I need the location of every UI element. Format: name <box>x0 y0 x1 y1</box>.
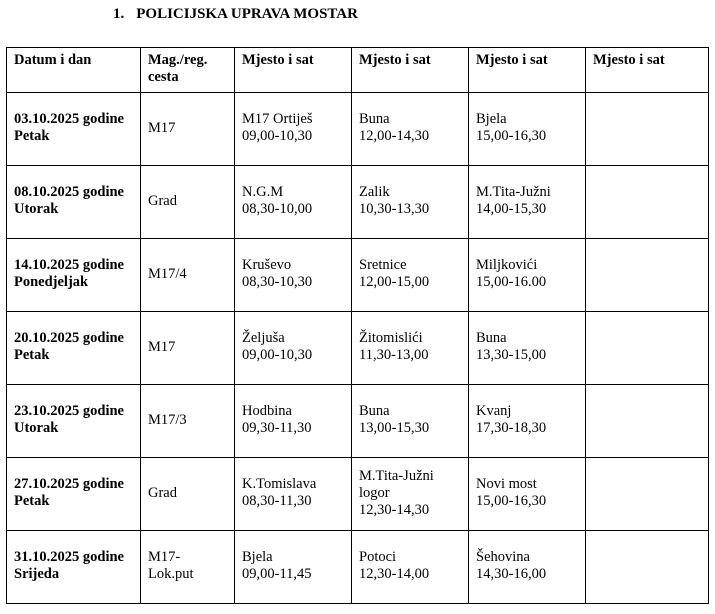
place-cell-3 <box>469 93 586 166</box>
place-text: Kruševo <box>242 257 292 273</box>
place-cell-4 <box>586 458 709 531</box>
date-text: 08.10.2025 godine <box>14 184 124 200</box>
place-text: Miljkovići <box>476 257 538 273</box>
table-row <box>7 93 709 166</box>
road-text: Lok.put <box>148 566 194 582</box>
place-text: Bjela <box>242 549 273 565</box>
date-cell <box>7 239 141 312</box>
place-text: Buna <box>359 403 390 419</box>
header-place-3: Mjesto i sat <box>469 48 586 93</box>
place-text: Zalik <box>359 184 390 200</box>
date-cell <box>7 312 141 385</box>
place-cell-3 <box>469 239 586 312</box>
date-cell <box>7 93 141 166</box>
place-text: N.G.M <box>242 184 284 200</box>
table-row <box>7 385 709 458</box>
place-text: Novi most <box>476 476 537 492</box>
place-text: Hodbina <box>242 403 292 419</box>
place-cell-4 <box>586 312 709 385</box>
place-cell-2 <box>352 531 469 604</box>
road-cell <box>141 93 235 166</box>
date-text: 03.10.2025 godine <box>14 111 124 127</box>
day-text: Petak <box>14 493 50 509</box>
time-text: 11,30-13,00 <box>359 347 429 363</box>
place-cell-1 <box>235 93 352 166</box>
day-text: Petak <box>14 128 50 144</box>
date-cell <box>7 458 141 531</box>
time-text: 14,00-15,30 <box>476 201 547 217</box>
date-text: 27.10.2025 godine <box>14 476 124 492</box>
place-cell-1 <box>235 312 352 385</box>
time-text: 09,00-11,45 <box>242 566 312 582</box>
place-cell-1 <box>235 531 352 604</box>
road-text: M17 <box>148 338 176 355</box>
road-cell <box>141 385 235 458</box>
time-text: 12,00-14,30 <box>359 128 430 144</box>
place-cell-1 <box>235 385 352 458</box>
day-text: Srijeda <box>14 566 60 582</box>
day-text: Ponedjeljak <box>14 274 89 290</box>
day-text: Utorak <box>14 420 59 436</box>
place-cell-3 <box>469 312 586 385</box>
place-cell-4 <box>586 385 709 458</box>
place-text: Kvanj <box>476 403 512 419</box>
schedule-table <box>6 47 709 604</box>
table-row <box>7 312 709 385</box>
date-cell <box>7 385 141 458</box>
road-cell <box>141 166 235 239</box>
heading-title: POLICIJSKA UPRAVA MOSTAR <box>136 6 358 22</box>
header-road: Mag./reg. cesta <box>141 48 235 93</box>
place-cell-1 <box>235 166 352 239</box>
header-date: Datum i dan <box>7 48 141 93</box>
day-text: Petak <box>14 347 50 363</box>
day-text: Utorak <box>14 201 59 217</box>
place-cell-4 <box>586 239 709 312</box>
road-cell <box>141 458 235 531</box>
date-text: 31.10.2025 godine <box>14 549 124 565</box>
place-cell-2 <box>352 385 469 458</box>
table-row <box>7 166 709 239</box>
time-text: 15,00-16.00 <box>476 274 547 290</box>
time-text: 14,30-16,00 <box>476 566 547 582</box>
time-text: 09,00-10,30 <box>242 128 313 144</box>
time-text: 08,30-10,00 <box>242 201 313 217</box>
place-cell-1 <box>235 239 352 312</box>
place-text: Buna <box>359 111 390 127</box>
date-cell <box>7 531 141 604</box>
place-cell-2 <box>352 312 469 385</box>
place-text: Šehovina <box>476 549 530 565</box>
time-text: 08,30-11,30 <box>242 493 312 509</box>
place-cell-4 <box>586 166 709 239</box>
road-text: M17- <box>148 549 181 565</box>
schedule-body <box>7 93 709 604</box>
place-cell-2 <box>352 93 469 166</box>
time-text: 17,30-18,30 <box>476 420 547 436</box>
place-cell-1 <box>235 458 352 531</box>
time-text: 09,30-11,30 <box>242 420 312 436</box>
date-text: 23.10.2025 godine <box>14 403 124 419</box>
time-text: 13,00-15,30 <box>359 420 430 436</box>
table-row <box>7 458 709 531</box>
date-text: 14.10.2025 godine <box>14 257 124 273</box>
road-cell <box>141 531 235 604</box>
header-place-1: Mjesto i sat <box>235 48 352 93</box>
road-text: Grad <box>148 192 177 209</box>
time-text: 15,00-16,30 <box>476 128 547 144</box>
place-cell-3 <box>469 458 586 531</box>
time-text: 13,30-15,00 <box>476 347 547 363</box>
time-text: 12,30-14,00 <box>359 566 430 582</box>
place-text: M.Tita-Južni <box>359 467 434 484</box>
time-text: 08,30-10,30 <box>242 274 313 290</box>
table-row <box>7 239 709 312</box>
table-row <box>7 531 709 604</box>
table-header-row <box>7 48 709 93</box>
road-text: M17 <box>148 119 176 136</box>
road-cell <box>141 239 235 312</box>
place-text: Željuša <box>242 330 285 346</box>
place-text: M17 Ortiješ <box>242 111 313 127</box>
date-cell <box>7 166 141 239</box>
heading-number: 1. <box>113 6 125 22</box>
place-cell-3 <box>469 385 586 458</box>
road-text: Grad <box>148 484 177 501</box>
document-heading <box>113 6 358 23</box>
place-text: Bjela <box>476 111 507 127</box>
road-text: M17/4 <box>148 265 187 282</box>
place-cell-2 <box>352 166 469 239</box>
place-cell-2 <box>352 239 469 312</box>
place-cell-2 <box>352 458 469 531</box>
place-text: Buna <box>476 330 507 346</box>
time-text: 12,00-15,00 <box>359 274 430 290</box>
time-text: 10,30-13,30 <box>359 201 430 217</box>
place-cell-4 <box>586 531 709 604</box>
date-text: 20.10.2025 godine <box>14 330 124 346</box>
road-text: M17/3 <box>148 411 187 428</box>
road-cell <box>141 312 235 385</box>
place-text: logor <box>359 484 390 501</box>
place-text: K.Tomislava <box>242 476 317 492</box>
place-cell-4 <box>586 93 709 166</box>
place-text: M.Tita-Južni <box>476 184 551 200</box>
place-cell-3 <box>469 166 586 239</box>
header-place-4: Mjesto i sat <box>586 48 709 93</box>
place-text: Sretnice <box>359 257 407 273</box>
header-place-2: Mjesto i sat <box>352 48 469 93</box>
place-text: Žitomislići <box>359 330 423 346</box>
place-cell-3 <box>469 531 586 604</box>
place-text: Potoci <box>359 549 397 565</box>
time-text: 15,00-16,30 <box>476 493 547 509</box>
time-text: 09,00-10,30 <box>242 347 313 363</box>
time-text: 12,30-14,30 <box>359 501 430 518</box>
